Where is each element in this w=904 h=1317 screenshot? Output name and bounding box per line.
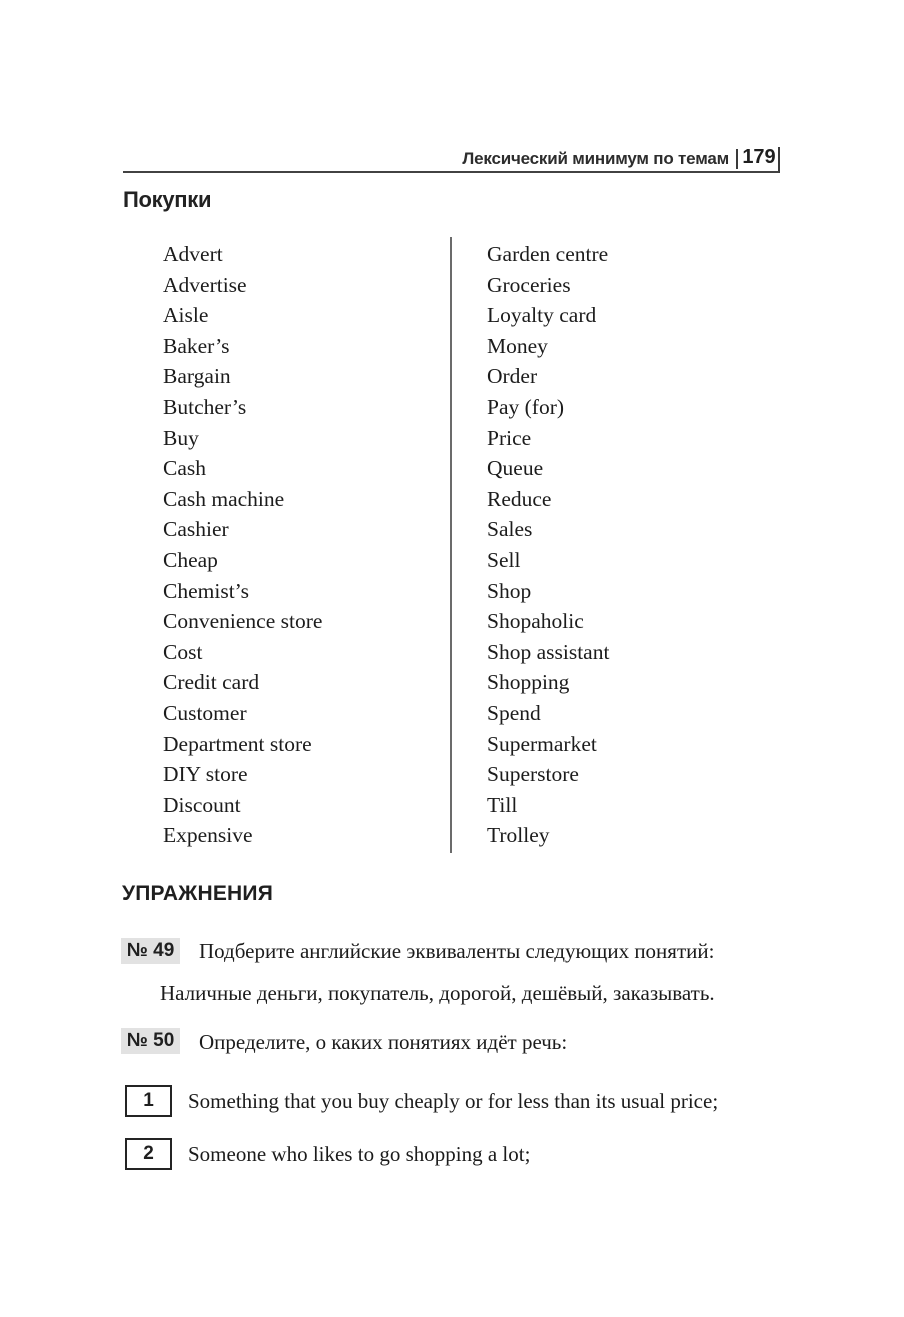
vocabulary-word: Credit card <box>163 670 260 695</box>
vocabulary-word: Cheap <box>163 547 218 572</box>
vocabulary-word: Till <box>487 792 518 817</box>
vocabulary-word: Shop assistant <box>487 639 610 664</box>
vocabulary-word: Reduce <box>487 486 552 511</box>
vocabulary-word: Baker’s <box>163 333 230 358</box>
vocabulary-word: Price <box>487 425 532 450</box>
vocabulary-word: Butcher’s <box>163 394 247 419</box>
vocabulary-word: Shop <box>487 578 532 603</box>
vocabulary-word: Queue <box>487 456 544 481</box>
vocabulary-word: Pay (for) <box>487 394 565 419</box>
vocabulary-word: Buy <box>163 425 199 450</box>
vocabulary-word: Expensive <box>163 823 253 848</box>
vocabulary-word: Chemist’s <box>163 578 250 603</box>
header-edge-divider <box>778 147 780 173</box>
page-number: 179 <box>742 146 776 168</box>
vocabulary-word: Bargain <box>163 364 231 389</box>
vocabulary-word: Discount <box>163 792 241 817</box>
item-1-text: Something that you buy cheaply or for less than its usual price; <box>188 1089 719 1113</box>
column-divider <box>450 237 452 853</box>
vocabulary-word: Money <box>487 333 548 358</box>
vocabulary-word: Department store <box>163 731 312 756</box>
vocabulary-word: Sell <box>487 547 521 572</box>
vocabulary-word: Order <box>487 364 538 389</box>
vocabulary-word: Loyalty card <box>487 303 597 328</box>
exercise-50-badge: № 50 <box>121 1028 180 1054</box>
vocabulary-word: Cost <box>163 639 203 664</box>
vocabulary-word: DIY store <box>163 762 248 787</box>
vocabulary-word: Superstore <box>487 762 579 787</box>
vocabulary-column-right <box>487 239 609 851</box>
item-2-number-box: 2 <box>125 1138 172 1170</box>
vocabulary-word: Trolley <box>487 823 550 848</box>
header-rule <box>123 171 779 173</box>
vocabulary-word: Groceries <box>487 272 571 297</box>
vocabulary-word: Sales <box>487 517 533 542</box>
vocabulary-word: Cashier <box>163 517 229 542</box>
exercises-heading: УПРАЖНЕНИЯ <box>122 882 273 905</box>
vocabulary-word: Aisle <box>163 303 209 328</box>
header-divider <box>736 149 738 169</box>
vocabulary-word: Garden centre <box>487 242 609 266</box>
vocabulary-word: Advertise <box>163 272 247 297</box>
vocabulary-word: Cash <box>163 456 206 481</box>
item-1-number-box: 1 <box>125 1085 172 1117</box>
topic-title: Покупки <box>123 187 212 212</box>
vocabulary-word: Convenience store <box>163 609 323 634</box>
vocabulary-word: Shopping <box>487 670 570 695</box>
vocabulary-column-left <box>163 239 322 851</box>
running-header-title: Лексический минимум по темам <box>462 149 729 168</box>
exercise-50-instruction: Определите, о каких понятиях идёт речь: <box>199 1030 568 1054</box>
exercise-49-instruction: Подберите английские эквиваленты следующих понятий: <box>199 939 715 963</box>
item-2-text: Someone who likes to go shopping a lot; <box>188 1142 531 1166</box>
exercise-49-body: Наличные деньги, покупатель, дорогой, дешёвый, заказывать. <box>160 981 715 1005</box>
vocabulary-word: Advert <box>163 242 223 266</box>
exercise-49-badge: № 49 <box>121 938 180 964</box>
vocabulary-word: Spend <box>487 700 541 725</box>
vocabulary-word: Supermarket <box>487 731 597 756</box>
vocabulary-word: Customer <box>163 700 247 725</box>
vocabulary-word: Cash machine <box>163 486 285 511</box>
vocabulary-word: Shopaholic <box>487 609 584 634</box>
